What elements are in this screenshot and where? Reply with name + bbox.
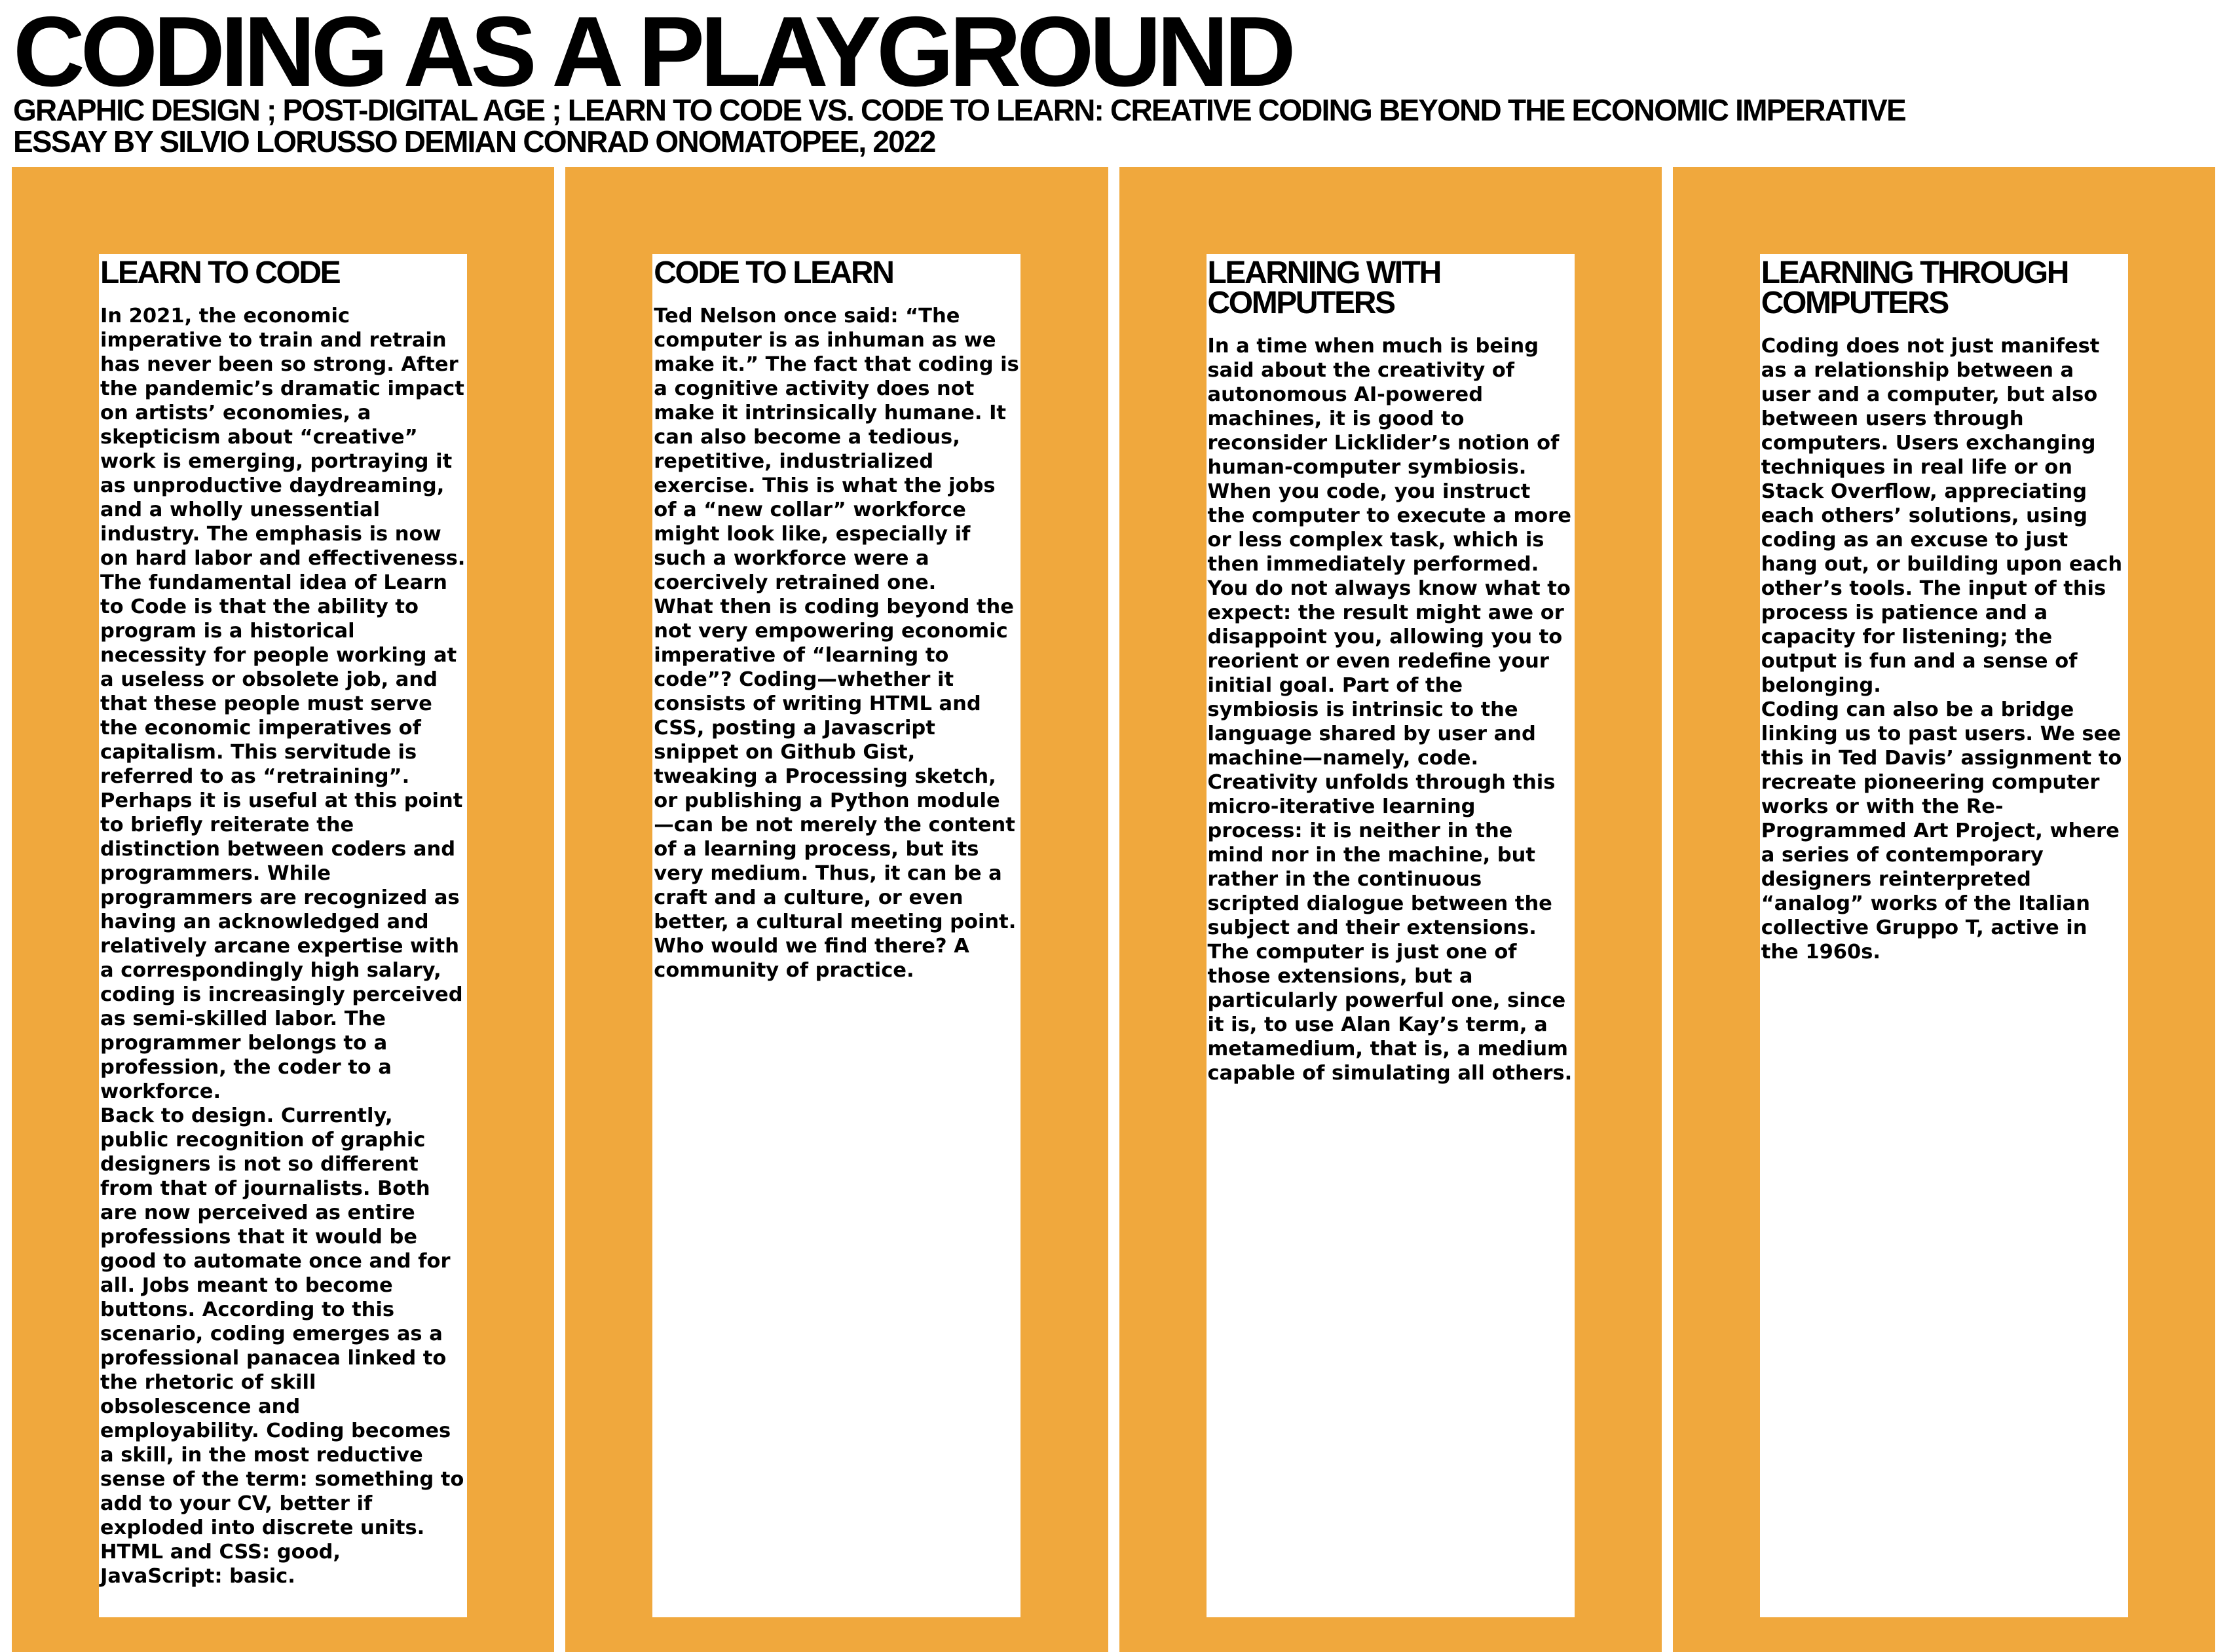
paragraph: In a time when much is being said about the creativity of autonomous AI-powered machines, it is good to reconsider Licklider’s notion of human-computer symbiosis. When you code, you instruct the computer to execute a more or less complex task, which is then immediately performed. You do not always know what to expect: the result might awe or disappoint you, allowing you to reorient or even redefine your initial goal. Part of the symbiosis is intrinsic to the language shared by user and machine—namely, code. Creativity unfolds through this micro-iterative learning process: it is neither in the mind nor in the machine, but rather in the continuous scripted dialogue between the subject and their extensions. The computer is just one of those extensions, but a particularly powerful one, since it is, to use Alan Kay’s term, a metamedium, that is, a medium capable of simulating all others. [1207,335,1573,1085]
paragraph: Back to design. Currently, public recognition of graphic designers is not so different from that of journalists. Both are now perceived as entire professions that it would be good to automate once and for all. Jobs meant to become buttons. According to this scenario, coding emerges as a professional panacea linked to the rhetoric of skill obsolescence and employability. Coding becomes a skill, in the most reductive sense of the term: something to add to your CV, better if exploded into discrete units. HTML and CSS: good, JavaScript: basic. [100,1104,464,1588]
paragraph: What then is coding beyond the not very empowering economic imperative of “learning to code”? Coding—whether it consists of writing HTML and CSS, posting a Javascript snippet on Github Gist, tweaking a Processing sketch, or publishing a Python module—can be not merely the content of a learning process, but its very medium. Thus, it can be a craft and a culture, or even better, a cultural meeting point. Who would we find there? A community of practice. [654,595,1017,982]
paragraph: In 2021, the economic imperative to train and retrain has never been so strong. After the pandemic’s dramatic impact on artists’ economies, a skepticism about “creative” work is emerging, portraying it as unproductive daydreaming, and a wholly unessential industry. The emphasis is now on hard labor and effectiveness. The fundamental idea of Learn to Code is that the ability to program is a historical necessity for people working at a useless or obsolete job, and that these people must serve the economic imperatives of capitalism. This servitude is referred to as “retraining”. [100,305,466,788]
subtitle-credits: ESSAY BY SILVIO LORUSSO DEMIAN CONRAD ONOMATOPEE, 2022 [13,124,935,159]
text-card [652,254,1020,1617]
column-learning-with-computers [1119,167,1662,1652]
paragraph: Coding can also be a bridge linking us to past users. We see this in Ted Davis’ assignment to recreate pioneering computer works or with the Re-Programmed Art Project, where a series of contemporary designers reinterpreted “analog” works of the Italian collective Gruppo T, active in the 1960s. [1761,698,2122,964]
section-body [100,304,466,1588]
section-body [654,304,1019,983]
text-card [1207,254,1575,1617]
paragraph: Coding does not just manifest as a relationship between a user and a computer, but also between users through computers. Users exchanging techniques in real life or on Stack Overflow, appreciating each others’ solutions, using coding as an excuse to just hang out, or building upon each other’s tools. The input of this process is patience and a capacity for listening; the output is fun and a sense of belonging. [1761,335,2123,697]
page-title: CODING AS A PLAYGROUND [13,0,1292,107]
section-title: CODE TO LEARN [654,255,893,290]
section-body [1761,334,2127,964]
section-title: LEARNING THROUGH COMPUTERS [1761,255,2068,320]
paragraph: Perhaps it is useful at this point to briefly reiterate the distinction between coders and programmers. While programmers are recognized as having an acknowledged and relatively arcane expertise with a correspondingly high salary, coding is increasingly perceived as semi-skilled labor. The programmer belongs to a profession, the coder to a workforce. [100,789,463,1103]
column-learn-to-code [12,167,554,1652]
subtitle-topics: GRAPHIC DESIGN ; POST-DIGITAL AGE ; LEARN TO CODE VS. CODE TO LEARN: CREATIVE CODING BEYOND THE ECONOMIC IMPERATIVE [13,93,1905,127]
paragraph: Ted Nelson once said: “The computer is as inhuman as we make it.” The fact that coding is a cognitive activity does not make it intrinsically humane. It can also become a tedious, repetitive, industrialized exercise. This is what the jobs of a “new collar” workforce might look like, especially if such a workforce were a coercively retrained one. [654,305,1019,594]
column-learning-through-computers [1673,167,2215,1652]
page-header [13,0,2214,157]
section-body [1208,334,1573,1085]
section-title: LEARN TO CODE [100,255,340,290]
essay-columns [12,167,2215,1652]
column-code-to-learn [565,167,1108,1652]
text-card [1760,254,2128,1617]
text-card [99,254,467,1617]
section-title: LEARNING WITH COMPUTERS [1207,255,1440,320]
